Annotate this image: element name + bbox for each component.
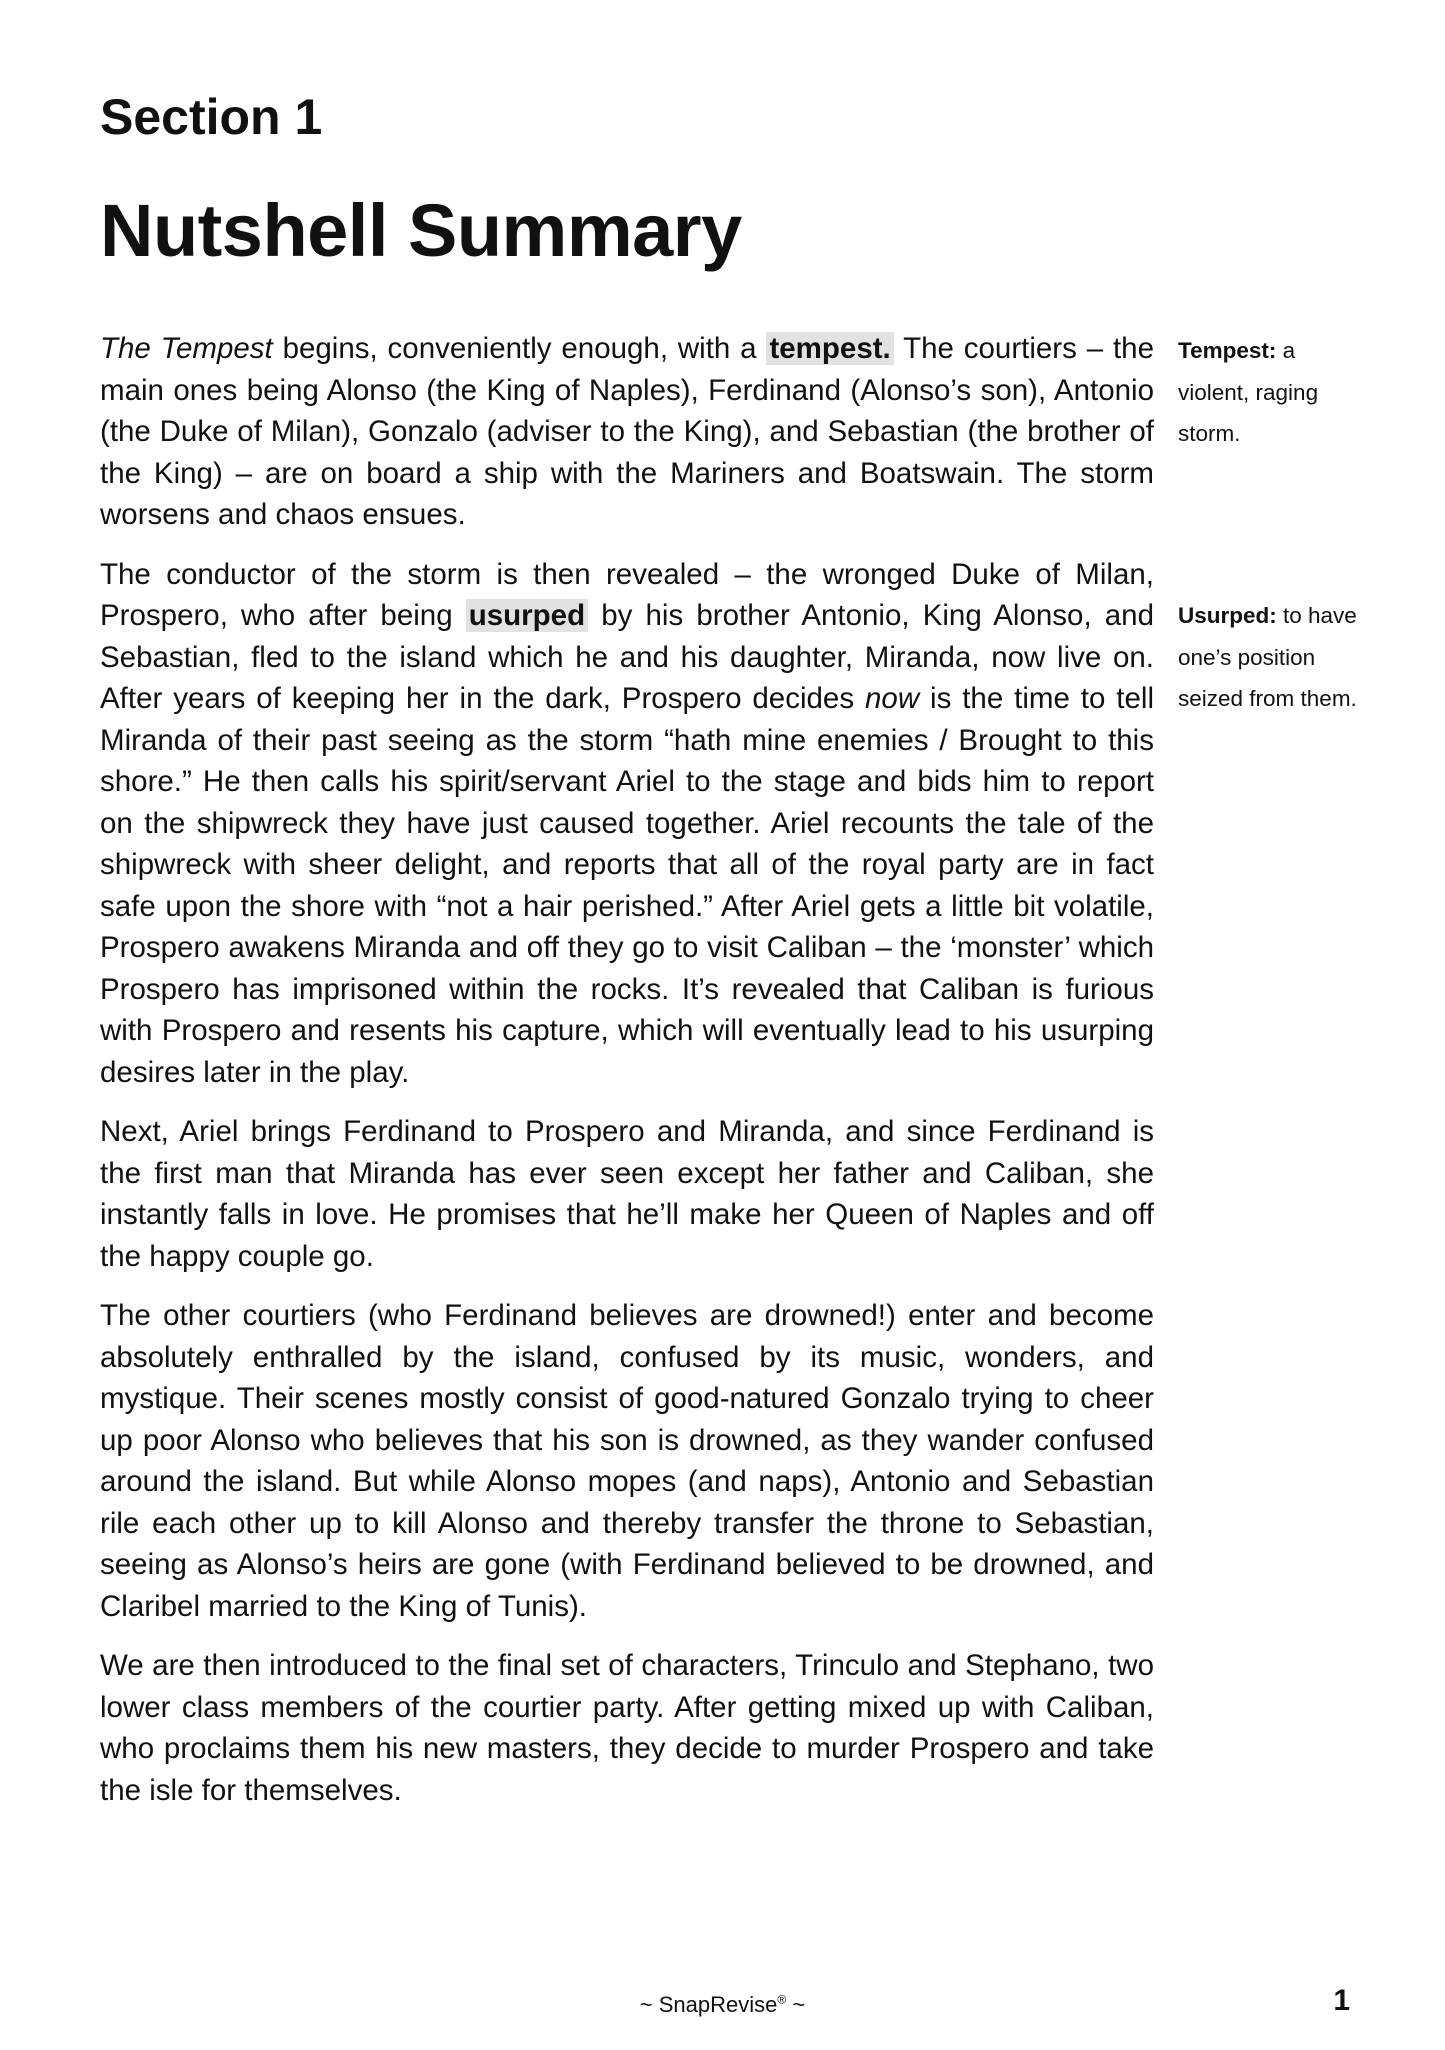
keyword-usurped: usurped bbox=[466, 599, 588, 632]
glossary-usurped bbox=[1178, 595, 1363, 720]
tilde: ~ bbox=[639, 1992, 653, 2017]
page-title: Nutshell Summary bbox=[100, 189, 742, 272]
glossary-definition: to have one’s position seized from them. bbox=[1178, 603, 1357, 711]
text: The conductor of the storm is then revealed – the wronged Duke of Milan, Prospero, who after being bbox=[100, 557, 1154, 632]
tilde: ~ bbox=[786, 1992, 806, 2017]
summary-body bbox=[100, 328, 1154, 1829]
paragraph-2 bbox=[100, 554, 1154, 1094]
registered-mark: ® bbox=[777, 1992, 787, 2007]
text: by his brother Antonio, King Alonso, and Sebastian, fled to the island which he and his daughter, Miranda, now live on. After years of keeping her in the dark, Prospero decides bbox=[100, 599, 1154, 715]
paragraph-5: We are then introduced to the final set of characters, Trinculo and Stephano, two lower class members of the courtier party. After getting mixed up with Caliban, who proclaims them his new masters, they decide to murder Prospero and take the isle for themselves. bbox=[100, 1649, 1154, 1807]
emphasis: now bbox=[865, 682, 920, 715]
section-label: Section 1 bbox=[100, 89, 323, 145]
paragraph-4: The other courtiers (who Ferdinand believes are drowned!) enter and become absolutely enthralled by the island, confused by its music, wonders, and mystique. Their scenes mostly consist of good-natured Gonzalo trying to cheer up poor Alonso who believes that his son is drowned, as they wander confused around the island. But while Alonso mopes (and naps), Antonio and Sebastian rile each other up to kill Alonso and thereby transfer the throne to Sebastian, seeing as Alonso’s heirs are gone (with Ferdinand believed to be drowned, and Claribel married to the King of Tunis). bbox=[100, 1299, 1154, 1623]
text: The courtiers – the main ones being Alonso (the King of Naples), Ferdinand (Alonso’s son), Antonio (the Duke of Milan), Gonzalo (adviser to the King), and Sebastian (the brother of the King) – are on board a ship with the Mariners and Boatswain. The storm worsens and chaos ensues. bbox=[100, 332, 1154, 531]
text: is the time to tell Miranda of their past seeing as the storm “hath mine enemies / Brought to this shore.” He then calls his spirit/servant Ariel to the stage and bids him to report on the shipwreck they have just caused together. Ariel recounts the tale of the shipwreck with sheer delight, and reports that all of the royal party are in fact safe upon the shore with “not a hair perished.” After Ariel gets a little bit volatile, Prospero awakens Miranda and off they go to visit Caliban – the ‘monster’ which Prospero has imprisoned within the rocks. It’s revealed that Caliban is furious with Prospero and resents his capture, which will eventually lead to his usurping desires later in the play. bbox=[100, 682, 1155, 1089]
glossary-tempest bbox=[1178, 330, 1363, 455]
glossary-definition: a violent, raging storm. bbox=[1178, 338, 1319, 446]
page-number: 1 bbox=[1333, 1984, 1350, 2017]
brand-name: SnapRevise bbox=[652, 1992, 778, 2017]
text: begins, conveniently enough, with a bbox=[272, 332, 767, 365]
paragraph-1 bbox=[100, 328, 1154, 536]
play-title: The Tempest bbox=[100, 332, 273, 365]
glossary-term: Usurped: bbox=[1178, 603, 1277, 628]
paragraph-3: Next, Ariel brings Ferdinand to Prospero and Miranda, and since Ferdinand is the first man that Miranda has ever seen except her father and Caliban, she instantly falls in love. He promises that he’ll make her Queen of Naples and off the happy couple go. bbox=[100, 1115, 1154, 1273]
glossary-term: Tempest: bbox=[1178, 338, 1277, 363]
footer-brand bbox=[0, 1992, 1445, 2018]
keyword-tempest: tempest. bbox=[766, 332, 893, 365]
